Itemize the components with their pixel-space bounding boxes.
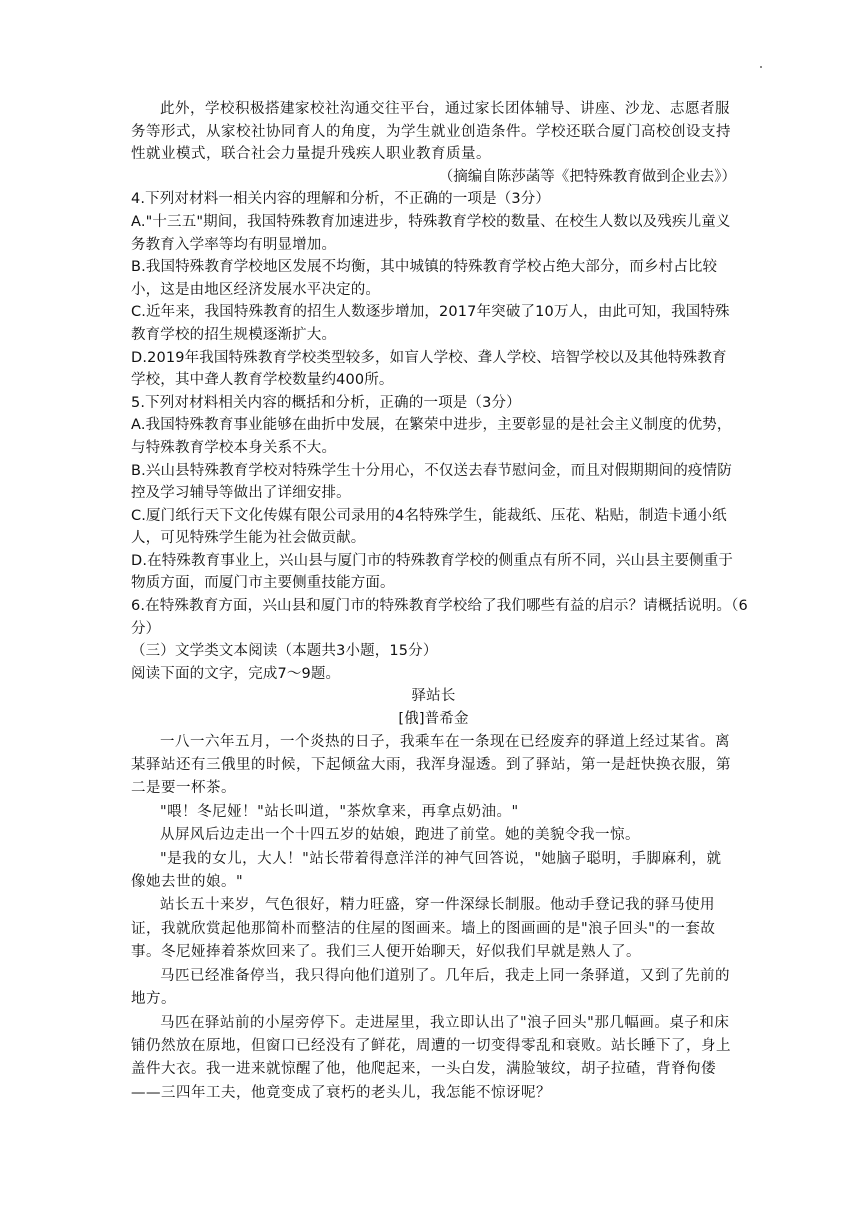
option-d: D.在特殊教育事业上，兴山县与厦门市的特殊教育学校的侧重点有所不同，兴山县主要侧重于物质方面，而厦门市主要侧重技能方面。 bbox=[131, 552, 734, 592]
option-a: A.我国特殊教育事业能够在曲折中发展，在繁荣中进步，主要彰显的是社会主义制度的优势，与特殊教育学校本身关系不大。 bbox=[131, 417, 732, 456]
option-a: A."十三五"期间，我国特殊教育加速进步，特殊教育学校的数量、在校生人数以及残疾儿童义务教育入学率等均有明显增加。 bbox=[131, 213, 731, 253]
story-paragraph: "是我的女儿，大人！"站长带着得意洋洋的神气回答说，"她脑子聪明，手脚麻利，就像她去世的娘。" bbox=[131, 850, 722, 891]
page-mark bbox=[760, 66, 762, 68]
question-5 bbox=[131, 392, 736, 595]
option-b: B.我国特殊教育学校地区发展不均衡，其中城镇的特殊教育学校占绝大部分，而乡村占比较小，这是由地区经济发展水平决定的。 bbox=[131, 259, 718, 298]
page-content bbox=[131, 98, 748, 1105]
question-stem: 4.下列对材料一相关内容的理解和分析，不正确的一项是（3分） bbox=[131, 191, 551, 208]
section-heading: （三）文学类文本阅读（本题共3小题，15分） bbox=[131, 643, 438, 660]
story-paragraph: 马匹已经准备停当，我只得向他们道别了。几年后，我走上同一条驿道，又到了先前的地方。 bbox=[131, 967, 730, 1008]
option-c: C.近年来，我国特殊教育的招生人数逐步增加，2017年突破了10万人，由此可知，我国特殊教育学校的招生规模逐渐扩大。 bbox=[131, 304, 730, 343]
question-6: 6.在特殊教育方面，兴山县和厦门市的特殊教育学校给了我们哪些有益的启示？请概括说明。（6分） bbox=[131, 598, 748, 637]
story-body bbox=[131, 731, 736, 1106]
story-paragraph: "喂！冬尼娅！"站长叫道，"茶炊拿来，再拿点奶油。" bbox=[160, 803, 519, 820]
story-paragraph: 一八一六年五月，一个炎热的日子，我乘车在一条现在已经废弃的驿道上经过某省。离某驿站还有三俄里的时候，下起倾盆大雨，我浑身湿透。到了驿站，第一是赶快换衣服，第二是要一杯茶。 bbox=[131, 733, 731, 797]
option-b: B.兴山县特殊教育学校对特殊学生十分用心，不仅送去春节慰问金，而且对假期期间的疫情防控及学习辅导等做出了详细安排。 bbox=[131, 462, 732, 502]
story-title: 驿站长 bbox=[411, 688, 456, 705]
section-instruction: 阅读下面的文字，完成7～9题。 bbox=[131, 665, 341, 682]
story-paragraph: 站长五十来岁，气色很好，精力旺盛，穿一件深绿长制服。他动手登记我的驿马使用证，我就欣赏起他那简朴而整洁的住屋的图画来。墙上的图画画的是"浪子回头"的一套故事。冬尼娅捧着茶炊回来了。我们三人便开始聊天，好似我们早就是熟人了。 bbox=[131, 897, 716, 961]
option-c: C.厦门纸行天下文化传媒有限公司录用的4名特殊学生，能裁纸、压花、粘贴，制造卡通小纸人，可见特殊学生能为社会做贡献。 bbox=[131, 507, 727, 547]
question-4 bbox=[131, 188, 736, 391]
intro-paragraph: 此外，学校积极搭建家校社沟通交往平台，通过家长团体辅导、讲座、沙龙、志愿者服务等形式，从家校社协同育人的角度，为学生就业创造条件。学校还联合厦门高校创设支持性就业模式，联合社会力量提升残疾人职业教育质量。 bbox=[131, 101, 731, 163]
story-paragraph: 从屏风后边走出一个十四五岁的姑娘，跑进了前堂。她的美貌令我一惊。 bbox=[160, 827, 640, 844]
question-stem: 5.下列对材料相关内容的概括和分析，正确的一项是（3分） bbox=[131, 394, 521, 411]
source-note: （摘编自陈莎菡等《把特殊教育做到企业去》） bbox=[438, 168, 736, 185]
story-author: [俄]普希金 bbox=[398, 711, 469, 728]
story-paragraph: 马匹在驿站前的小屋旁停下。走进屋里，我立即认出了"浪子回头"那几幅画。桌子和床铺仍然放在原地，但窗口已经没有了鲜花，周遭的一切变得零乱和衰败。站长睡下了，身上盖件大衣。我一进来就惊醒了他，他爬起来，一头白发，满脸皱纹，胡子拉碴，背脊佝偻——三四年工夫，他竟变成了衰朽的老头儿，我怎能不惊讶呢？ bbox=[131, 1014, 731, 1101]
option-d: D.2019年我国特殊教育学校类型较多，如盲人学校、聋人学校、培智学校以及其他特殊教育学校，其中聋人教育学校数量约400所。 bbox=[131, 349, 727, 389]
